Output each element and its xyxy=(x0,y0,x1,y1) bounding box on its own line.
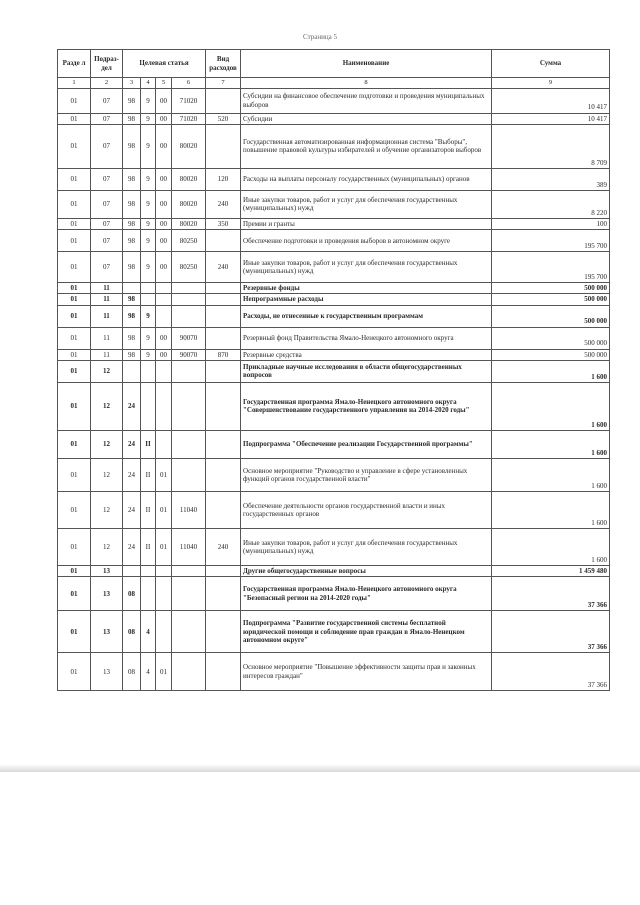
table-row xyxy=(58,283,610,294)
cell-direction: 11040 xyxy=(172,491,206,528)
cell-expense-type: 520 xyxy=(206,113,241,124)
cell-program: 24 xyxy=(123,491,141,528)
table-row xyxy=(58,653,610,691)
cell-razdel: 01 xyxy=(58,113,91,124)
column-number-row xyxy=(58,78,610,89)
cell-direction xyxy=(172,382,206,430)
cell-direction xyxy=(172,294,206,305)
cell-name: Прикладные научные исследования в области общегосударственных вопросов xyxy=(241,360,492,382)
cell-podrazdel: 07 xyxy=(91,190,123,218)
table-row xyxy=(58,528,610,565)
cell-event xyxy=(156,294,172,305)
cell-sum: 1 600 xyxy=(492,458,610,491)
cell-podrazdel: 12 xyxy=(91,430,123,458)
cell-podrazdel: 07 xyxy=(91,113,123,124)
cell-expense-type xyxy=(206,124,241,168)
cell-subprogram: 4 xyxy=(141,611,156,653)
cell-program: 98 xyxy=(123,305,141,327)
table-row xyxy=(58,124,610,168)
header-sum: Сумма xyxy=(492,50,610,78)
cell-direction: 80250 xyxy=(172,252,206,283)
cell-program: 98 xyxy=(123,230,141,252)
budget-table xyxy=(57,49,610,691)
table-row xyxy=(58,218,610,229)
table-row xyxy=(58,577,610,611)
table-row xyxy=(58,88,610,113)
cell-name: Иные закупки товаров, работ и услуг для обеспечения государственных (муниципальных) нужд xyxy=(241,252,492,283)
cell-name: Резервные фонды xyxy=(241,283,492,294)
cell-sum: 500 000 xyxy=(492,349,610,360)
cell-expense-type xyxy=(206,430,241,458)
cell-sum: 1 600 xyxy=(492,382,610,430)
cell-program xyxy=(123,283,141,294)
table-row xyxy=(58,349,610,360)
table-row xyxy=(58,565,610,576)
cell-podrazdel: 07 xyxy=(91,252,123,283)
cell-event: 00 xyxy=(156,168,172,190)
cell-direction xyxy=(172,360,206,382)
cell-expense-type: 350 xyxy=(206,218,241,229)
cell-subprogram: II xyxy=(141,528,156,565)
cell-podrazdel: 11 xyxy=(91,349,123,360)
cell-event: 00 xyxy=(156,124,172,168)
col-number: 9 xyxy=(492,78,610,89)
cell-sum: 1 600 xyxy=(492,360,610,382)
cell-expense-type xyxy=(206,565,241,576)
cell-podrazdel: 12 xyxy=(91,491,123,528)
col-number: 6 xyxy=(172,78,206,89)
cell-program: 24 xyxy=(123,458,141,491)
cell-name: Непрограммные расходы xyxy=(241,294,492,305)
cell-razdel: 01 xyxy=(58,124,91,168)
cell-event xyxy=(156,565,172,576)
cell-razdel: 01 xyxy=(58,283,91,294)
cell-podrazdel: 13 xyxy=(91,653,123,691)
cell-sum: 195 700 xyxy=(492,252,610,283)
cell-name: Расходы, не отнесенные к государственным программам xyxy=(241,305,492,327)
cell-event: 01 xyxy=(156,491,172,528)
cell-subprogram: II xyxy=(141,458,156,491)
cell-subprogram: 9 xyxy=(141,305,156,327)
cell-name: Иные закупки товаров, работ и услуг для обеспечения государственных (муниципальных) нужд xyxy=(241,528,492,565)
cell-program: 08 xyxy=(123,653,141,691)
cell-sum: 8 709 xyxy=(492,124,610,168)
cell-program: 98 xyxy=(123,168,141,190)
cell-direction xyxy=(172,458,206,491)
cell-direction: 80020 xyxy=(172,218,206,229)
cell-program: 98 xyxy=(123,252,141,283)
cell-program: 08 xyxy=(123,577,141,611)
cell-razdel: 01 xyxy=(58,458,91,491)
cell-event xyxy=(156,382,172,430)
cell-program: 98 xyxy=(123,113,141,124)
table-row xyxy=(58,430,610,458)
cell-name: Расходы на выплаты персоналу государственных (муниципальных) органов xyxy=(241,168,492,190)
cell-name: Основное мероприятие "Руководство и управление в сфере установленных функций органов государственной власти" xyxy=(241,458,492,491)
table-row xyxy=(58,294,610,305)
table-row xyxy=(58,190,610,218)
page-edge-shadow xyxy=(0,764,640,772)
cell-event xyxy=(156,430,172,458)
cell-name: Премии и гранты xyxy=(241,218,492,229)
cell-program xyxy=(123,565,141,576)
page-number-label: Страница 5 xyxy=(303,33,337,41)
cell-subprogram xyxy=(141,360,156,382)
cell-program: 98 xyxy=(123,124,141,168)
cell-razdel: 01 xyxy=(58,491,91,528)
cell-subprogram: 9 xyxy=(141,88,156,113)
cell-razdel: 01 xyxy=(58,88,91,113)
cell-expense-type xyxy=(206,360,241,382)
cell-direction: 11040 xyxy=(172,528,206,565)
table-row xyxy=(58,458,610,491)
table-body xyxy=(58,88,610,691)
table-row xyxy=(58,360,610,382)
cell-event: 00 xyxy=(156,327,172,349)
table-row xyxy=(58,230,610,252)
cell-sum: 389 xyxy=(492,168,610,190)
cell-name: Резервные средства xyxy=(241,349,492,360)
col-number: 4 xyxy=(141,78,156,89)
cell-razdel: 01 xyxy=(58,349,91,360)
header-podrazdel: Подраз-дел xyxy=(91,50,123,78)
cell-podrazdel: 13 xyxy=(91,577,123,611)
cell-program: 98 xyxy=(123,327,141,349)
cell-expense-type xyxy=(206,230,241,252)
cell-sum: 1 600 xyxy=(492,430,610,458)
cell-event: 01 xyxy=(156,458,172,491)
header-razdel: Разде л xyxy=(58,50,91,78)
cell-name: Государственная программа Ямало-Ненецкого автономного округа "Безопасный регион на 2014-2020 годы" xyxy=(241,577,492,611)
cell-subprogram: 9 xyxy=(141,113,156,124)
cell-sum: 37 366 xyxy=(492,577,610,611)
cell-expense-type xyxy=(206,653,241,691)
cell-podrazdel: 07 xyxy=(91,124,123,168)
cell-direction xyxy=(172,653,206,691)
cell-subprogram xyxy=(141,565,156,576)
cell-subprogram: II xyxy=(141,430,156,458)
cell-expense-type xyxy=(206,611,241,653)
table-row xyxy=(58,382,610,430)
cell-direction: 80020 xyxy=(172,124,206,168)
table-row xyxy=(58,611,610,653)
cell-sum: 100 xyxy=(492,218,610,229)
cell-direction xyxy=(172,305,206,327)
cell-podrazdel: 13 xyxy=(91,565,123,576)
cell-direction xyxy=(172,565,206,576)
cell-name: Обеспечение деятельности органов государственной власти и иных государственных органов xyxy=(241,491,492,528)
cell-name: Основное мероприятие "Повышение эффективности защиты прав и законных интересов граждан" xyxy=(241,653,492,691)
cell-program: 98 xyxy=(123,190,141,218)
cell-subprogram: 9 xyxy=(141,230,156,252)
cell-subprogram: 9 xyxy=(141,252,156,283)
cell-subprogram: 9 xyxy=(141,124,156,168)
cell-direction xyxy=(172,577,206,611)
cell-event: 00 xyxy=(156,218,172,229)
cell-podrazdel: 07 xyxy=(91,168,123,190)
cell-sum: 37 366 xyxy=(492,611,610,653)
cell-razdel: 01 xyxy=(58,577,91,611)
table-row xyxy=(58,305,610,327)
cell-program: 98 xyxy=(123,218,141,229)
cell-name: Государственная программа Ямало-Ненецкого автономного округа "Совершенствование государственного управления на 2014-2020 годы" xyxy=(241,382,492,430)
col-number: 1 xyxy=(58,78,91,89)
cell-expense-type xyxy=(206,283,241,294)
col-number: 7 xyxy=(206,78,241,89)
cell-razdel: 01 xyxy=(58,565,91,576)
cell-direction: 90070 xyxy=(172,327,206,349)
cell-razdel: 01 xyxy=(58,218,91,229)
cell-razdel: 01 xyxy=(58,327,91,349)
cell-expense-type xyxy=(206,327,241,349)
cell-razdel: 01 xyxy=(58,360,91,382)
header-name: Наименование xyxy=(241,50,492,78)
table-row xyxy=(58,113,610,124)
cell-subprogram xyxy=(141,294,156,305)
cell-sum: 195 700 xyxy=(492,230,610,252)
cell-expense-type: 240 xyxy=(206,252,241,283)
cell-subprogram: 4 xyxy=(141,653,156,691)
cell-program: 98 xyxy=(123,294,141,305)
cell-sum: 10 417 xyxy=(492,88,610,113)
cell-direction: 80250 xyxy=(172,230,206,252)
cell-name: Другие общегосударственные вопросы xyxy=(241,565,492,576)
cell-event xyxy=(156,305,172,327)
cell-name: Субсидии на финансовое обеспечение подготовки и проведения муниципальных выборов xyxy=(241,88,492,113)
col-number: 8 xyxy=(241,78,492,89)
cell-program: 24 xyxy=(123,528,141,565)
cell-podrazdel: 13 xyxy=(91,611,123,653)
table-row xyxy=(58,327,610,349)
cell-direction: 71020 xyxy=(172,88,206,113)
cell-sum: 500 000 xyxy=(492,305,610,327)
cell-direction: 71020 xyxy=(172,113,206,124)
cell-name: Обеспечение подготовки и проведения выборов в автономном округе xyxy=(241,230,492,252)
cell-podrazdel: 12 xyxy=(91,528,123,565)
cell-program: 98 xyxy=(123,349,141,360)
cell-razdel: 01 xyxy=(58,611,91,653)
cell-event: 00 xyxy=(156,113,172,124)
cell-direction: 90070 xyxy=(172,349,206,360)
cell-direction: 80020 xyxy=(172,190,206,218)
cell-sum: 500 000 xyxy=(492,283,610,294)
cell-razdel: 01 xyxy=(58,230,91,252)
header-row xyxy=(58,50,610,78)
cell-event: 01 xyxy=(156,528,172,565)
cell-sum: 10 417 xyxy=(492,113,610,124)
cell-event xyxy=(156,283,172,294)
cell-podrazdel: 11 xyxy=(91,305,123,327)
cell-event: 00 xyxy=(156,252,172,283)
cell-event xyxy=(156,577,172,611)
cell-subprogram xyxy=(141,382,156,430)
cell-razdel: 01 xyxy=(58,430,91,458)
cell-expense-type xyxy=(206,382,241,430)
cell-razdel: 01 xyxy=(58,168,91,190)
cell-expense-type xyxy=(206,491,241,528)
col-number: 3 xyxy=(123,78,141,89)
cell-event: 00 xyxy=(156,349,172,360)
cell-podrazdel: 12 xyxy=(91,458,123,491)
cell-podrazdel: 11 xyxy=(91,294,123,305)
col-number: 2 xyxy=(91,78,123,89)
cell-razdel: 01 xyxy=(58,653,91,691)
table-row xyxy=(58,252,610,283)
cell-expense-type: 240 xyxy=(206,528,241,565)
cell-event: 00 xyxy=(156,190,172,218)
cell-subprogram: 9 xyxy=(141,190,156,218)
cell-direction xyxy=(172,611,206,653)
cell-name: Иные закупки товаров, работ и услуг для обеспечения государственных (муниципальных) нужд xyxy=(241,190,492,218)
cell-expense-type xyxy=(206,577,241,611)
cell-subprogram: 9 xyxy=(141,327,156,349)
cell-razdel: 01 xyxy=(58,382,91,430)
cell-subprogram: 9 xyxy=(141,349,156,360)
cell-subprogram: 9 xyxy=(141,168,156,190)
cell-subprogram: 9 xyxy=(141,218,156,229)
cell-sum: 500 000 xyxy=(492,294,610,305)
cell-sum: 500 000 xyxy=(492,327,610,349)
cell-event xyxy=(156,360,172,382)
cell-razdel: 01 xyxy=(58,294,91,305)
cell-expense-type xyxy=(206,305,241,327)
header-expense-type: Вид расходов xyxy=(206,50,241,78)
cell-expense-type: 870 xyxy=(206,349,241,360)
cell-podrazdel: 07 xyxy=(91,88,123,113)
cell-expense-type: 240 xyxy=(206,190,241,218)
cell-name: Субсидии xyxy=(241,113,492,124)
cell-event: 00 xyxy=(156,230,172,252)
cell-expense-type xyxy=(206,458,241,491)
cell-subprogram: II xyxy=(141,491,156,528)
header-target-article: Целевая статья xyxy=(123,50,206,78)
table-row xyxy=(58,491,610,528)
table-row xyxy=(58,168,610,190)
cell-podrazdel: 11 xyxy=(91,327,123,349)
cell-event: 01 xyxy=(156,653,172,691)
cell-subprogram xyxy=(141,283,156,294)
cell-name: Подпрограмма "Развитие государственной системы бесплатной юридической помощи и соблюдение прав граждан в Ямало-Ненецком автономном округе" xyxy=(241,611,492,653)
cell-podrazdel: 07 xyxy=(91,230,123,252)
cell-name: Резервный фонд Правительства Ямало-Ненецкого автономного округа xyxy=(241,327,492,349)
cell-sum: 1 459 480 xyxy=(492,565,610,576)
cell-podrazdel: 12 xyxy=(91,360,123,382)
col-number: 5 xyxy=(156,78,172,89)
cell-direction: 80020 xyxy=(172,168,206,190)
cell-podrazdel: 12 xyxy=(91,382,123,430)
cell-subprogram xyxy=(141,577,156,611)
cell-sum: 8 220 xyxy=(492,190,610,218)
cell-razdel: 01 xyxy=(58,305,91,327)
cell-event: 00 xyxy=(156,88,172,113)
cell-program xyxy=(123,360,141,382)
cell-expense-type xyxy=(206,294,241,305)
cell-direction xyxy=(172,430,206,458)
cell-expense-type xyxy=(206,88,241,113)
cell-sum: 37 366 xyxy=(492,653,610,691)
cell-event xyxy=(156,611,172,653)
cell-podrazdel: 07 xyxy=(91,218,123,229)
cell-program: 24 xyxy=(123,430,141,458)
cell-sum: 1 600 xyxy=(492,528,610,565)
cell-program: 24 xyxy=(123,382,141,430)
cell-name: Государственная автоматизированная информационная система "Выборы", повышение правовой культуры избирателей и обучение организаторов выборов xyxy=(241,124,492,168)
cell-sum: 1 600 xyxy=(492,491,610,528)
cell-razdel: 01 xyxy=(58,190,91,218)
cell-razdel: 01 xyxy=(58,252,91,283)
cell-name: Подпрограмма "Обеспечение реализации Государственной программы" xyxy=(241,430,492,458)
cell-program: 98 xyxy=(123,88,141,113)
cell-razdel: 01 xyxy=(58,528,91,565)
cell-expense-type: 120 xyxy=(206,168,241,190)
cell-program: 08 xyxy=(123,611,141,653)
cell-podrazdel: 11 xyxy=(91,283,123,294)
cell-direction xyxy=(172,283,206,294)
